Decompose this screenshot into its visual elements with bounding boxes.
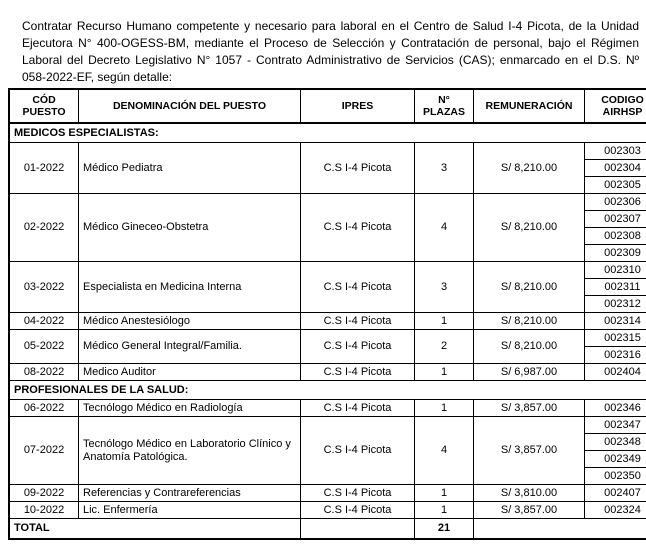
table-header-row bbox=[9, 89, 646, 123]
section-header-row bbox=[9, 123, 646, 143]
cell-denominacion: Lic. Enfermería bbox=[79, 502, 301, 519]
cell-remuneracion: S/ 3,810.00 bbox=[474, 485, 585, 502]
section-title: MEDICOS ESPECIALISTAS: bbox=[9, 123, 646, 143]
table-row bbox=[9, 417, 646, 434]
intro-paragraph: Contratar Recurso Humano competente y necesario para laboral en el Centro de Salud I-4 Picota, de la Unidad Ejecutora N° 400-OGESS-BM, mediante el Proceso de Selección y Contratación de personal, bajo el Régimen Laboral del Decreto Legislativo N° 1057 - Contrato Administrativo de Servicios (CAS); enmarcado en el D.S. Nº 058-2022-EF, según detalle: bbox=[22, 19, 639, 84]
cell-ipres: C.S I-4 Picota bbox=[301, 194, 415, 262]
cell-plazas: 1 bbox=[415, 313, 474, 330]
table-row bbox=[9, 313, 646, 330]
table-row bbox=[9, 400, 646, 417]
total-right-empty-cell bbox=[474, 519, 646, 540]
cell-codigo: 002346 bbox=[585, 400, 646, 417]
cell-cod: 05-2022 bbox=[9, 330, 79, 364]
cell-ipres: C.S I-4 Picota bbox=[301, 485, 415, 502]
cell-codigo: 002315 bbox=[585, 330, 646, 347]
cell-ipres: C.S I-4 Picota bbox=[301, 143, 415, 194]
cell-codigo: 002348 bbox=[585, 434, 646, 451]
table-header bbox=[9, 89, 646, 123]
cell-cod: 09-2022 bbox=[9, 485, 79, 502]
section-header-row bbox=[9, 381, 646, 400]
column-header-codigo: CODIGO AIRHSP bbox=[585, 89, 646, 123]
cell-plazas: 4 bbox=[415, 417, 474, 485]
cell-plazas: 3 bbox=[415, 143, 474, 194]
cell-remuneracion: S/ 8,210.00 bbox=[474, 194, 585, 262]
column-header-denominacion: DENOMINACIÓN DEL PUESTO bbox=[79, 89, 301, 123]
cell-plazas: 1 bbox=[415, 502, 474, 519]
column-header-remuneracion: REMUNERACIÓN bbox=[474, 89, 585, 123]
cell-denominacion: Médico Gineceo-Obstetra bbox=[79, 194, 301, 262]
cell-codigo: 002310 bbox=[585, 262, 646, 279]
table-row bbox=[9, 485, 646, 502]
cell-codigo: 002311 bbox=[585, 279, 646, 296]
column-header-ipres: IPRES bbox=[301, 89, 415, 123]
total-label: TOTAL bbox=[9, 519, 301, 540]
cell-plazas: 1 bbox=[415, 400, 474, 417]
cell-codigo: 002407 bbox=[585, 485, 646, 502]
cell-codigo: 002307 bbox=[585, 211, 646, 228]
cell-codigo: 002308 bbox=[585, 228, 646, 245]
cell-denominacion: Tecnólogo Médico en Radiología bbox=[79, 400, 301, 417]
cell-ipres: C.S I-4 Picota bbox=[301, 400, 415, 417]
total-ipres-empty-cell bbox=[301, 519, 415, 540]
cell-codigo: 002303 bbox=[585, 143, 646, 160]
cell-ipres: C.S I-4 Picota bbox=[301, 417, 415, 485]
cell-cod: 01-2022 bbox=[9, 143, 79, 194]
cell-cod: 10-2022 bbox=[9, 502, 79, 519]
column-header-cod: CÓD PUESTO bbox=[9, 89, 79, 123]
cell-codigo: 002347 bbox=[585, 417, 646, 434]
cell-plazas: 1 bbox=[415, 364, 474, 381]
cell-remuneracion: S/ 3,857.00 bbox=[474, 417, 585, 485]
cell-codigo: 002349 bbox=[585, 451, 646, 468]
cell-codigo: 002304 bbox=[585, 160, 646, 177]
cell-denominacion: Médico Anestesiólogo bbox=[79, 313, 301, 330]
cell-plazas: 4 bbox=[415, 194, 474, 262]
table-row bbox=[9, 502, 646, 519]
cell-ipres: C.S I-4 Picota bbox=[301, 364, 415, 381]
cell-cod: 04-2022 bbox=[9, 313, 79, 330]
cell-denominacion: Especialista en Medicina Interna bbox=[79, 262, 301, 313]
cell-plazas: 1 bbox=[415, 485, 474, 502]
cell-remuneracion: S/ 8,210.00 bbox=[474, 330, 585, 364]
cell-codigo: 002314 bbox=[585, 313, 646, 330]
personnel-table bbox=[8, 88, 646, 540]
total-plazas: 21 bbox=[415, 519, 474, 540]
cell-cod: 02-2022 bbox=[9, 194, 79, 262]
cell-remuneracion: S/ 3,857.00 bbox=[474, 502, 585, 519]
cell-codigo: 002305 bbox=[585, 177, 646, 194]
cell-cod: 06-2022 bbox=[9, 400, 79, 417]
table-body bbox=[9, 123, 646, 539]
cell-ipres: C.S I-4 Picota bbox=[301, 502, 415, 519]
cell-codigo: 002350 bbox=[585, 468, 646, 485]
column-header-plazas: N° PLAZAS bbox=[415, 89, 474, 123]
section-title: PROFESIONALES DE LA SALUD: bbox=[9, 381, 646, 400]
cell-remuneracion: S/ 8,210.00 bbox=[474, 143, 585, 194]
table-row bbox=[9, 364, 646, 381]
table-row bbox=[9, 330, 646, 347]
cell-denominacion: Tecnólogo Médico en Laboratorio Clínico y Anatomía Patológica. bbox=[79, 417, 301, 485]
table-row bbox=[9, 194, 646, 211]
cell-codigo: 002309 bbox=[585, 245, 646, 262]
table-row bbox=[9, 262, 646, 279]
table-row bbox=[9, 143, 646, 160]
cell-denominacion: Médico General Integral/Familia. bbox=[79, 330, 301, 364]
cell-plazas: 2 bbox=[415, 330, 474, 364]
cell-cod: 07-2022 bbox=[9, 417, 79, 485]
cell-cod: 03-2022 bbox=[9, 262, 79, 313]
cell-ipres: C.S I-4 Picota bbox=[301, 330, 415, 364]
cell-ipres: C.S I-4 Picota bbox=[301, 262, 415, 313]
cell-remuneracion: S/ 8,210.00 bbox=[474, 262, 585, 313]
cell-plazas: 3 bbox=[415, 262, 474, 313]
cell-codigo: 002324 bbox=[585, 502, 646, 519]
cell-codigo: 002316 bbox=[585, 347, 646, 364]
cell-cod: 08-2022 bbox=[9, 364, 79, 381]
cell-remuneracion: S/ 6,987.00 bbox=[474, 364, 585, 381]
cell-ipres: C.S I-4 Picota bbox=[301, 313, 415, 330]
cell-denominacion: Médico Pediatra bbox=[79, 143, 301, 194]
cell-remuneracion: S/ 8,210.00 bbox=[474, 313, 585, 330]
cell-codigo: 002404 bbox=[585, 364, 646, 381]
cell-denominacion: Referencias y Contrareferencias bbox=[79, 485, 301, 502]
cell-codigo: 002306 bbox=[585, 194, 646, 211]
total-row bbox=[9, 519, 646, 540]
cell-codigo: 002312 bbox=[585, 296, 646, 313]
cell-denominacion: Medico Auditor bbox=[79, 364, 301, 381]
cell-remuneracion: S/ 3,857.00 bbox=[474, 400, 585, 417]
